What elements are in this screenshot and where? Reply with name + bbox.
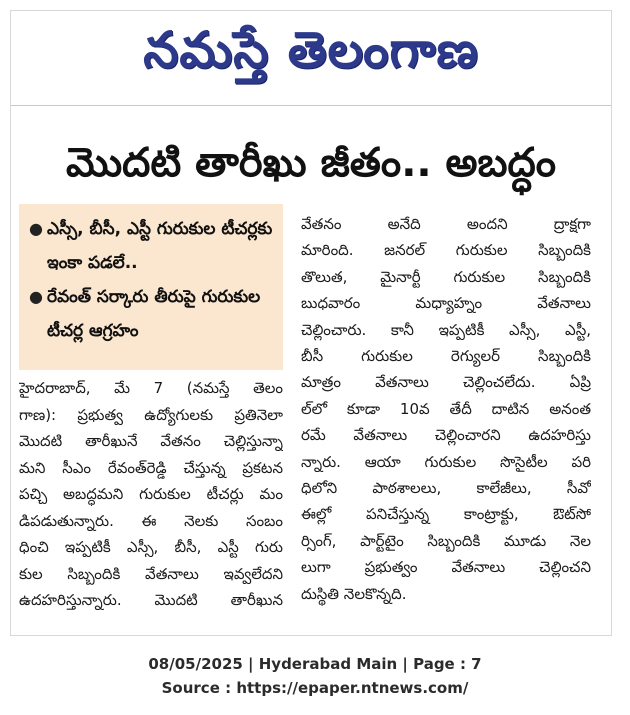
body-line: మని సీఎం రేవంత్‌రెడ్డి చేస్తున్న ప్రకటన	[19, 458, 283, 477]
masthead-divider	[11, 105, 611, 106]
highlight-text: ఎస్సీ, బీసీ, ఎస్టీ గురుకుల టీచర్లకు ఇంకా పడలే..	[47, 219, 273, 273]
newspaper-clipping	[10, 10, 612, 636]
newspaper-masthead: నమస్తే తెలంగాణ	[143, 21, 479, 79]
body-line: ర్సింగ్, పార్ట్‌టైం సిబ్బందికి మూడు నెల	[301, 531, 591, 550]
body-line: పచ్చి అబద్ధమని గురుకుల టీచర్లు మం	[19, 485, 283, 503]
body-line: హైదరాబాద్, మే 7 (నమస్తే తెలం	[19, 379, 283, 397]
body-line: రమే వేతనాలు చెల్లించారని ఉదహరిస్తు	[301, 426, 591, 445]
bullet-icon: ●	[29, 219, 43, 238]
body-line: కుల సిబ్బందికి వేతనాలు ఇవ్వలేదని	[19, 564, 283, 583]
body-line: ల్‌లో కూడా 10వ తేదీ దాటిన అనంత	[301, 399, 591, 418]
body-line: చెల్లించారు. కానీ ఇప్పటికీ ఎస్సీ, ఎస్టీ,	[301, 320, 591, 339]
article-headline: మొదటి తారీఖు జీతం.. అబద్ధం	[65, 140, 557, 186]
body-line: ఉదహరిస్తున్నారు. మొదటి తారీఖున	[19, 591, 283, 609]
article-body-left-column	[19, 375, 283, 614]
body-line: న్నారు. ఆయా గురుకుల సొసైటీల పరి	[301, 452, 591, 471]
highlight-text: రేవంత్ సర్కారు తీరుపై గురుకుల టీచర్ల ఆగ్రహం	[47, 287, 261, 341]
bullet-icon: ●	[29, 287, 43, 306]
body-line: ఈల్లో పనిచేస్తున్న కాంట్రాక్టు, ఔట్‌సో	[301, 505, 591, 524]
body-line: డిపడుతున్నారు. ఈ నెలకు సంబం	[19, 511, 283, 530]
article-body-right-column	[301, 211, 591, 607]
body-line: దుస్థితి నెలకొన్నది.	[301, 584, 407, 603]
body-line: బీసీ గురుకుల రెగ్యులర్ సిబ్బందికి	[301, 347, 591, 366]
body-line: మొదటి తారీఖునే వేతనం చెల్లిస్తున్నా	[19, 432, 283, 450]
highlights-box	[19, 204, 283, 370]
source-footer	[0, 652, 630, 700]
body-line: ధించి ఇప్పటికీ ఎస్సీ, బీసీ, ఎస్టీ గురు	[19, 538, 283, 556]
body-line: వేతనం అనేది అందని ద్రాక్షగా	[301, 215, 591, 233]
body-line: ధిలోని పాఠశాలలు, కాలేజీలు, సీవో	[301, 479, 591, 498]
body-line: తొలుత, మైనార్టీ గురుకుల సిబ్బందికి	[301, 267, 591, 286]
body-line: గాణ): ప్రభుత్వ ఉద్యోగులకు ప్రతినెలా	[19, 405, 283, 424]
body-line: బుధవారం మధ్యాహ్నం వేతనాలు	[301, 294, 591, 313]
body-line: లుగా ప్రభుత్వం వేతనాలు చెల్లించని	[301, 558, 591, 577]
body-line: మాత్రం వేతనాలు చెల్లించలేదు. ఏప్రి	[301, 373, 591, 392]
highlight-item	[29, 280, 275, 348]
source-url: Source : https://epaper.ntnews.com/	[161, 679, 469, 697]
edition-info: 08/05/2025 | Hyderabad Main | Page : 7	[148, 655, 482, 673]
highlight-item	[29, 212, 275, 280]
body-line: మారింది. జనరల్ గురుకుల సిబ్బందికి	[301, 241, 591, 260]
